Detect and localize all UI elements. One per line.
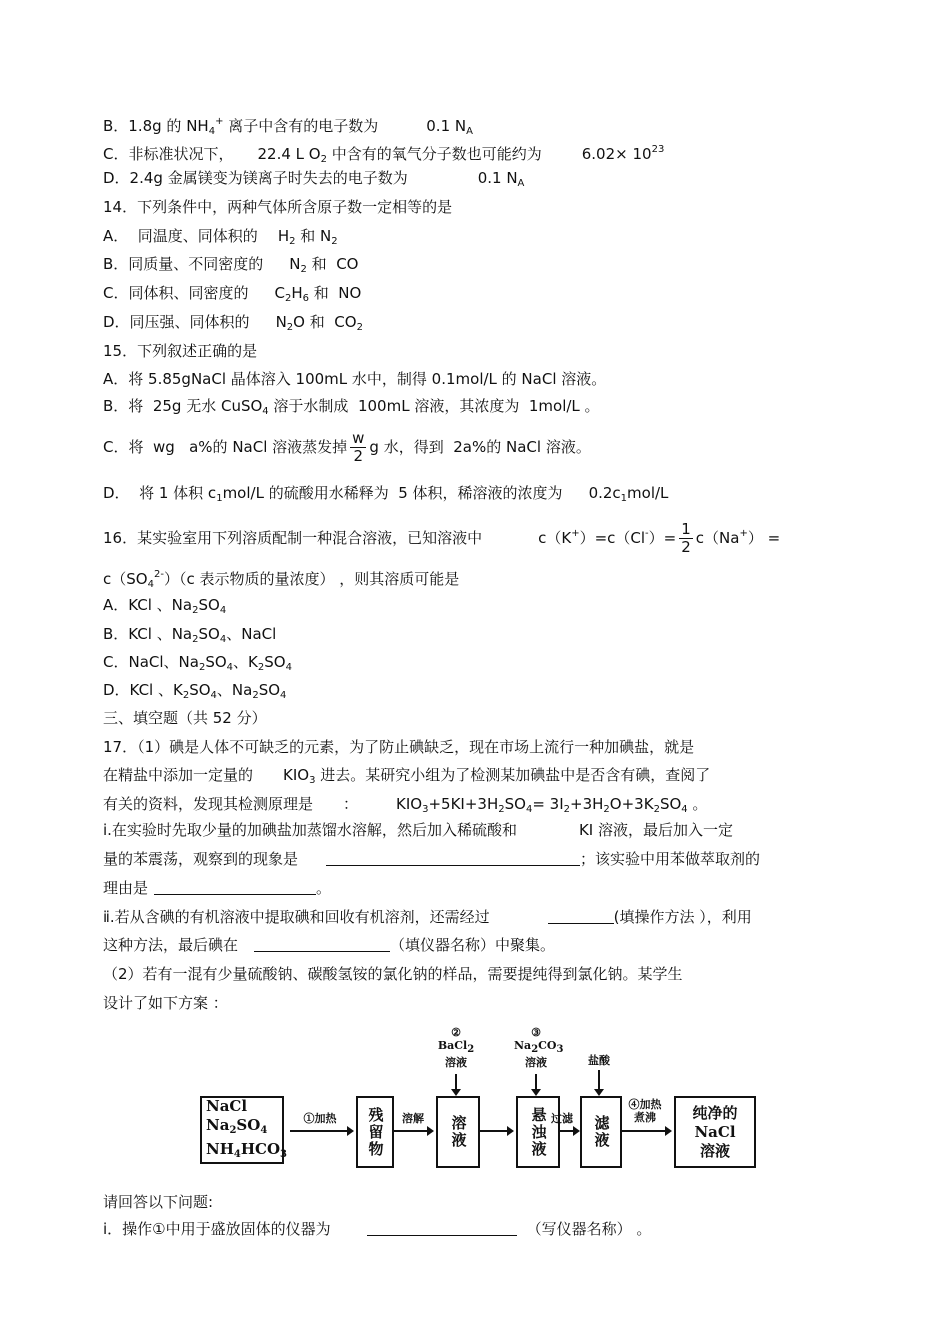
q13-option-b: B．1.8g 的 $NH_4^+$ 离子中含有的电子数为 0.1 $N_A$ [103, 116, 473, 137]
arrow-add-bacl2 [455, 1074, 457, 1090]
q13-option-d: D．2.4g 金属镁变为镁离子时失去的电子数为 0.1 $N_A$ [103, 169, 525, 189]
q17-sub-ii-line1: ⅱ.若从含碘的有机溶液中提取碘和回收有机溶剂，还需经过 (填操作方法 ），利用 [103, 908, 752, 926]
q16-option-c: C．NaCl、$Na_2SO_4$、$K_2SO_4$ [103, 653, 292, 673]
reagent-3-label: ③ $Na_2CO_3$ 溶液 [514, 1026, 564, 1069]
arrow-boil [622, 1130, 666, 1132]
q17-para5: 设计了如下方案 ： [103, 994, 228, 1012]
q17-sub-ii-line2: 这种方法，最后碘在 （填仪器名称）中聚集。 [103, 936, 556, 954]
q16-option-a: A．KCl 、$Na_2SO_4$ [103, 596, 227, 616]
q16-stem-line2: $c(SO_4^{2-})(c$ 表示物质的量浓度） ，则其溶质可能是 [103, 569, 460, 590]
q14-option-a: A． 同温度、同体积的 $H_2$ 和 $N_2$ [103, 227, 338, 247]
arrow-add-hcl [598, 1070, 600, 1090]
fraction-one-half: $\frac{1}{2}$ [681, 520, 691, 556]
label-step1-heat: ①加热 [303, 1112, 337, 1125]
q14-stem: 14．下列条件中，两种气体所含原子数一定相等的是 [103, 198, 453, 216]
question-i: ⅰ．操作①中用于盛放固体的仪器为 （写仪器名称） 。 [103, 1220, 652, 1238]
q15-option-c: C．将 wg a%的 NaCl 溶液蒸发掉 $\frac{w}{2}$ g 水，得到 2a%的 NaCl 溶液。 [103, 429, 591, 465]
purification-flow-diagram [198, 1024, 756, 1170]
q17-para1: 17．（1）碘是人体不可缺乏的元素，为了防止碘缺乏，现在市场上流行一种加碘盐，就是 [103, 738, 695, 756]
answer-intro: 请回答以下问题: [103, 1193, 214, 1211]
q13-option-c: C．非标准状况下， 22.4 L $O_2$ 中含有的氧气分子数也可能约为 $6.02\times 10^{23}$ [103, 144, 665, 165]
residue-box: 残留物 [356, 1096, 394, 1168]
reagent-hcl-label: 盐酸 [588, 1054, 610, 1067]
answer-blank-observation[interactable] [326, 851, 580, 866]
q17-sub-i-line1: ⅰ.在实验时先取少量的加碘盐加蒸馏水溶解，然后加入稀硫酸和 KI 溶液，最后加入一定 [103, 821, 733, 839]
q17-para4: （2）若有一混有少量硫酸钠、碳酸氢铵的氯化钠的样品，需要提纯得到氯化钠。某学生 [103, 965, 683, 983]
arrow-add-na2co3 [535, 1074, 537, 1090]
answer-blank-instrument[interactable] [254, 937, 390, 952]
filtrate-box: 滤液 [580, 1096, 622, 1168]
q15-option-b: B．将 25g 无水 CuSO$_4$ 溶于水制成 100mL 溶液，其浓度为 1mol/L 。 [103, 397, 600, 417]
solution-box: 溶液 [436, 1096, 480, 1168]
reagent-2-label: ② BaCl$_2$ 溶液 [437, 1026, 475, 1069]
label-step4-boil: ④加热 煮沸 [628, 1098, 662, 1124]
suspension-box: 悬浊液 [516, 1096, 560, 1168]
section-heading: 三、填空题（共 52 分） [103, 709, 267, 727]
answer-blank-operation[interactable] [548, 909, 614, 924]
final-nacl-box: 纯净的 NaCl 溶液 [674, 1096, 756, 1168]
label-dissolve: 溶解 [402, 1112, 424, 1125]
q17-sub-i-line3: 理由是 。 [103, 879, 332, 897]
arrow-heat [290, 1130, 348, 1132]
answer-blank-reason[interactable] [154, 880, 316, 895]
q15-stem: 15．下列叙述正确的是 [103, 342, 258, 360]
q14-option-b: B．同质量、不同密度的 $N_2$ 和 CO [103, 255, 359, 275]
q14-option-d: D．同压强、同体积的 $N_2O$ 和 $CO_2$ [103, 313, 363, 333]
answer-blank-container[interactable] [367, 1221, 517, 1236]
q17-para2: 在精盐中添加一定量的 $KIO_3$ 进去。某研究小组为了检测某加碘盐中是否含有碘，查阅了 [103, 766, 711, 786]
arrow-to-suspension [480, 1130, 508, 1132]
arrow-dissolve [394, 1130, 428, 1132]
q15-option-d: D． 将 1 体积 $c_1mol/L$ 的硫酸用水稀释为 5 体积，稀溶液的浓度为 $0.2c_1mol/L$ [103, 484, 669, 504]
q16-stem-line1: 16．某实验室用下列溶质配制一种混合溶液，已知溶液中 c（K+）=c（Cl-）= $\frac{1}{2}$ c（Na+） = [103, 520, 781, 556]
q16-option-d: D．KCl 、$K_2SO_4$、$Na_2SO_4$ [103, 681, 287, 701]
q14-option-c: C．同体积、同密度的 $C_2H_6$ 和 NO [103, 284, 362, 304]
q17-sub-i-line2: 量的苯震荡，观察到的现象是 ；该实验中用苯做萃取剂的 [103, 850, 761, 868]
q17-reaction-equation: 有关的资料，发现其检测原理是 ： $KIO_3+5KI+3H_2SO_4= 3I_2+3H_2O+3K_2SO_4$ 。 [103, 795, 708, 815]
start-mixture-box: NaCl $Na_2SO_4$ $NH_4HCO_3$ [200, 1096, 284, 1164]
fraction-w-over-2: $\frac{w}{2}$ [352, 429, 365, 465]
q15-option-a: A．将 5.85gNaCl 晶体溶入 100mL 水中，制得 0.1mol/L 的 NaCl 溶液。 [103, 370, 607, 388]
label-filter: 过滤 [551, 1112, 573, 1125]
arrow-filter [560, 1130, 574, 1132]
q16-option-b: B．KCl 、$Na_2SO_4$、NaCl [103, 625, 277, 645]
